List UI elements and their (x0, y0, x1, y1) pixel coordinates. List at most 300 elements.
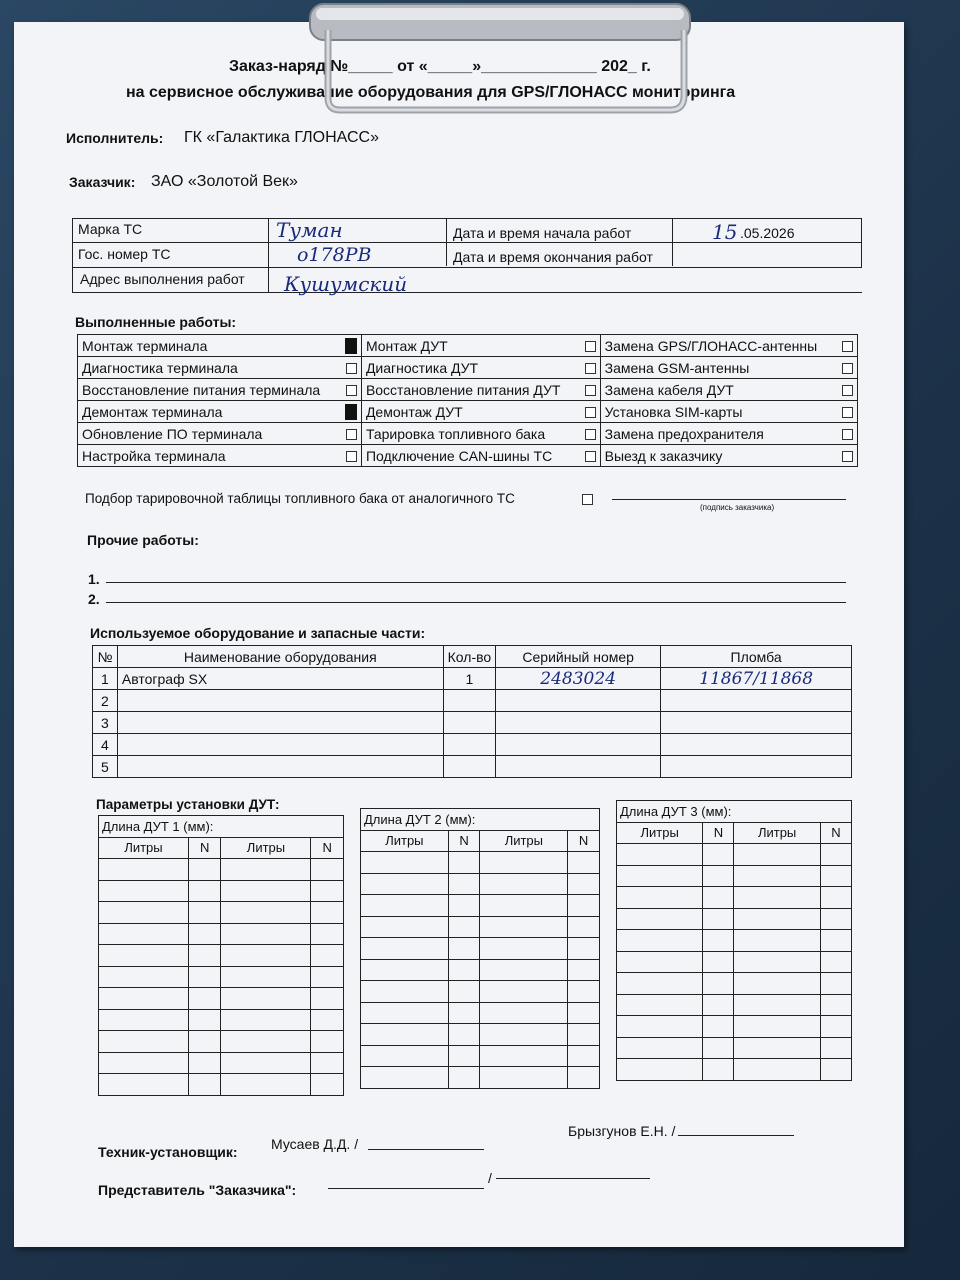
dut-cell[interactable] (448, 895, 480, 917)
dut-cell[interactable] (820, 844, 851, 866)
dut-cell[interactable] (361, 1002, 449, 1024)
dut-cell[interactable] (361, 981, 449, 1003)
dut-cell[interactable] (188, 945, 221, 967)
dut-cell[interactable] (480, 1024, 568, 1046)
dut-header-cell: N (703, 822, 734, 844)
dut-cell[interactable] (820, 951, 851, 973)
dut-cell[interactable] (568, 938, 600, 960)
dut-cell[interactable] (820, 908, 851, 930)
dut-header-cell: N (448, 830, 480, 852)
equipment-cell-n: 5 (93, 756, 118, 778)
dut-cell[interactable] (311, 1074, 344, 1096)
dut-cell[interactable] (221, 988, 311, 1010)
work-item-label: Подключение CAN-шины ТС (361, 445, 571, 467)
dut-cell[interactable] (221, 1052, 311, 1074)
work-item-checkbox-checked[interactable] (345, 338, 357, 354)
dut-cell[interactable] (361, 852, 449, 874)
dut-cell[interactable] (480, 1067, 568, 1089)
dut-2-table (360, 808, 600, 1089)
work-item-checkbox[interactable] (842, 341, 853, 352)
work-item-label: Диагностика терминала (78, 357, 333, 379)
dut-cell[interactable] (617, 865, 703, 887)
dut-cell[interactable] (99, 1009, 189, 1031)
dut-cell[interactable] (311, 966, 344, 988)
vehicle-address-label: Адрес выполнения работ (80, 271, 245, 287)
dut-cell[interactable] (99, 945, 189, 967)
dut-cell[interactable] (568, 1002, 600, 1024)
works-title: Выполненные работы: (75, 314, 237, 330)
other-work-1-label: 1. (88, 571, 100, 587)
work-item-checkbox-cell (572, 423, 601, 445)
dut-cell[interactable] (568, 1024, 600, 1046)
dut-row (361, 895, 600, 917)
dut-cell[interactable] (448, 959, 480, 981)
dut-cell[interactable] (361, 916, 449, 938)
dut-cell[interactable] (734, 994, 820, 1016)
equipment-cell-serial (496, 712, 661, 734)
equipment-cell-qty: 1 (443, 668, 496, 690)
dut-cell[interactable] (448, 1002, 480, 1024)
equipment-cell-n: 3 (93, 712, 118, 734)
work-item-checkbox[interactable] (842, 429, 853, 440)
dut-cell[interactable] (568, 852, 600, 874)
dut-cell[interactable] (448, 873, 480, 895)
dut-cell[interactable] (617, 1016, 703, 1038)
dut-row (361, 938, 600, 960)
dut-cell[interactable] (480, 916, 568, 938)
dut-row (617, 973, 852, 995)
dut-cell[interactable] (361, 1067, 449, 1089)
dut-cell[interactable] (734, 1016, 820, 1038)
work-item-checkbox-cell (572, 335, 601, 357)
dut-row (361, 873, 600, 895)
dut-cell[interactable] (361, 1024, 449, 1046)
equipment-row (93, 690, 852, 712)
equipment-header-cell: Пломба (661, 646, 852, 668)
dut-cell[interactable] (99, 1052, 189, 1074)
dut-cell[interactable] (311, 945, 344, 967)
equipment-header-cell: № (93, 646, 118, 668)
dut-1-table (98, 815, 344, 1096)
dut-row (99, 1031, 344, 1053)
technician-label: Техник-установщик: (98, 1144, 238, 1160)
dut-header-cell: Литры (99, 837, 189, 859)
dut-cell[interactable] (617, 994, 703, 1016)
tank-calibration-label: Подбор тарировочной таблицы топливного бака от аналогичного ТС (85, 491, 515, 506)
dut-cell[interactable] (617, 844, 703, 866)
dut-cell[interactable] (703, 994, 734, 1016)
dut-cell[interactable] (448, 938, 480, 960)
dut-cell[interactable] (448, 1045, 480, 1067)
dut-length-caption: Длина ДУТ 3 (мм): (617, 801, 852, 823)
equipment-cell-serial (496, 734, 661, 756)
dut-header-cell: Литры (480, 830, 568, 852)
work-item-checkbox-cell (572, 357, 601, 379)
dut-cell[interactable] (188, 1031, 221, 1053)
dut-header-row (99, 837, 344, 859)
dut-header-row (617, 822, 852, 844)
equipment-cell-n: 4 (93, 734, 118, 756)
dut-cell[interactable] (311, 923, 344, 945)
customer-rep-label: Представитель "Заказчика": (98, 1182, 297, 1198)
dut-cell[interactable] (820, 887, 851, 909)
dut-cell[interactable] (617, 1059, 703, 1081)
work-item-checkbox[interactable] (585, 451, 596, 462)
dut-cell[interactable] (480, 1045, 568, 1067)
dut-row (617, 951, 852, 973)
work-order-sheet (14, 22, 904, 1247)
equipment-cell-name (117, 712, 443, 734)
dut-3-table (616, 800, 852, 1081)
work-item-checkbox[interactable] (842, 451, 853, 462)
dut-cell[interactable] (311, 902, 344, 924)
customer-rep-separator: / (488, 1170, 492, 1186)
dut-cell[interactable] (480, 959, 568, 981)
work-item-checkbox-cell (572, 445, 601, 467)
work-start-day: 15 (712, 220, 738, 244)
dut-row (617, 994, 852, 1016)
work-item-label: Установка SIM-карты (600, 401, 829, 423)
dut-header-cell: Литры (617, 822, 703, 844)
dut-cell[interactable] (99, 1074, 189, 1096)
executor-label: Исполнитель: (66, 130, 164, 146)
equipment-cell-qty (443, 756, 496, 778)
dut-cell[interactable] (221, 880, 311, 902)
dut-caption-row (617, 801, 852, 823)
dut-length-caption: Длина ДУТ 2 (мм): (361, 809, 600, 831)
dut-row (617, 887, 852, 909)
works-row (78, 445, 858, 467)
dut-cell[interactable] (188, 988, 221, 1010)
dut-cell[interactable] (99, 966, 189, 988)
works-row (78, 401, 858, 423)
vehicle-brand-label: Марка ТС (78, 221, 143, 237)
dut-header-cell: N (568, 830, 600, 852)
work-item-label: Обновление ПО терминала (78, 423, 333, 445)
works-row (78, 423, 858, 445)
dut-row (617, 930, 852, 952)
dut-cell[interactable] (311, 1052, 344, 1074)
customer-rep-signature-line[interactable] (496, 1178, 650, 1179)
dut-cell[interactable] (221, 1009, 311, 1031)
dut-row (617, 1059, 852, 1081)
dut-cell[interactable] (734, 865, 820, 887)
dut-cell[interactable] (734, 951, 820, 973)
dut-cell[interactable] (820, 1059, 851, 1081)
dut-cell[interactable] (703, 930, 734, 952)
dut-cell[interactable] (99, 859, 189, 881)
equipment-cell-seal (661, 690, 852, 712)
dut-cell[interactable] (703, 973, 734, 995)
work-item-label: Демонтаж ДУТ (361, 401, 571, 423)
dut-cell[interactable] (820, 973, 851, 995)
dut-row (617, 1037, 852, 1059)
dut-row (361, 916, 600, 938)
other-work-1-line[interactable] (106, 582, 846, 583)
equipment-table (92, 645, 852, 778)
dut-cell[interactable] (734, 930, 820, 952)
work-item-label: Замена GSM-антенны (600, 357, 829, 379)
dut-cell[interactable] (568, 873, 600, 895)
work-item-label: Замена кабеля ДУТ (600, 379, 829, 401)
other-work-2-line[interactable] (106, 602, 846, 603)
customer-rep-name-line[interactable] (328, 1188, 484, 1189)
dut-cell[interactable] (99, 923, 189, 945)
other-work-2-label: 2. (88, 591, 100, 607)
work-start-value: .05.2026 (740, 225, 795, 241)
dut-length-caption: Длина ДУТ 1 (мм): (99, 816, 344, 838)
dut-cell[interactable] (99, 902, 189, 924)
work-item-checkbox-cell (333, 401, 362, 423)
dut-cell[interactable] (361, 1045, 449, 1067)
dut-cell[interactable] (99, 1031, 189, 1053)
customer-value: ЗАО «Золотой Век» (151, 173, 298, 190)
dut-row (99, 859, 344, 881)
work-item-label: Восстановление питания ДУТ (361, 379, 571, 401)
dut-cell[interactable] (480, 981, 568, 1003)
dut-cell[interactable] (221, 1031, 311, 1053)
work-item-label: Восстановление питания терминала (78, 379, 333, 401)
work-item-label: Выезд к заказчику (600, 445, 829, 467)
dut-cell[interactable] (448, 852, 480, 874)
dut-cell[interactable] (188, 880, 221, 902)
dut-cell[interactable] (820, 1016, 851, 1038)
dut-header-cell: N (311, 837, 344, 859)
dut-cell[interactable] (311, 880, 344, 902)
dut-cell[interactable] (311, 1009, 344, 1031)
work-item-label: Монтаж терминала (78, 335, 333, 357)
signature-caption: (подпись заказчика) (700, 503, 775, 512)
dut-header-cell: N (820, 822, 851, 844)
dut-cell[interactable] (361, 959, 449, 981)
equipment-header-cell: Кол-во (443, 646, 496, 668)
work-item-checkbox[interactable] (842, 385, 853, 396)
dut-caption-row (99, 816, 344, 838)
dut-cell[interactable] (480, 1002, 568, 1024)
work-item-checkbox[interactable] (842, 363, 853, 374)
works-row (78, 335, 858, 357)
dut-cell[interactable] (568, 895, 600, 917)
equipment-header-cell: Наименование оборудования (117, 646, 443, 668)
dut-row (617, 1016, 852, 1038)
dut-cell[interactable] (617, 973, 703, 995)
dut-row (99, 1052, 344, 1074)
dut-cell[interactable] (703, 1037, 734, 1059)
dut-row (99, 1009, 344, 1031)
equipment-cell-seal (661, 712, 852, 734)
work-item-checkbox[interactable] (346, 385, 357, 396)
equipment-cell-n: 2 (93, 690, 118, 712)
equipment-cell-qty (443, 690, 496, 712)
works-row (78, 379, 858, 401)
dut-cell[interactable] (734, 973, 820, 995)
dut-cell[interactable] (568, 981, 600, 1003)
dut-cell[interactable] (617, 908, 703, 930)
dut-row (361, 981, 600, 1003)
vehicle-brand-value: Туман (276, 218, 343, 242)
dut-cell[interactable] (568, 916, 600, 938)
dut-cell[interactable] (221, 902, 311, 924)
dut-cell[interactable] (311, 1031, 344, 1053)
dut-cell[interactable] (480, 873, 568, 895)
work-item-checkbox-cell (572, 401, 601, 423)
work-item-checkbox[interactable] (585, 407, 596, 418)
dut-header-cell: Литры (361, 830, 449, 852)
dut-row (361, 1067, 600, 1089)
dut-cell[interactable] (617, 887, 703, 909)
dut-cell[interactable] (734, 1059, 820, 1081)
dut-cell[interactable] (221, 923, 311, 945)
dut-cell[interactable] (820, 1037, 851, 1059)
equipment-cell-name (117, 734, 443, 756)
dut-cell[interactable] (617, 1037, 703, 1059)
work-item-checkbox[interactable] (585, 341, 596, 352)
works-table (77, 334, 858, 467)
dut-cell[interactable] (188, 1074, 221, 1096)
dut-row (361, 852, 600, 874)
dut-cell[interactable] (99, 880, 189, 902)
work-item-label: Демонтаж терминала (78, 401, 333, 423)
dut-cell[interactable] (221, 859, 311, 881)
dut-row (99, 902, 344, 924)
work-item-checkbox-cell (333, 335, 362, 357)
works-row (78, 357, 858, 379)
dut-cell[interactable] (703, 865, 734, 887)
work-item-checkbox-cell (333, 423, 362, 445)
other-works-title: Прочие работы: (87, 532, 199, 548)
dut-cell[interactable] (188, 966, 221, 988)
dut-header-cell: N (188, 837, 221, 859)
customer-signature-line[interactable] (612, 499, 846, 500)
work-item-checkbox-cell (333, 379, 362, 401)
dut-cell[interactable] (448, 1067, 480, 1089)
dut-cell[interactable] (311, 988, 344, 1010)
customer-label: Заказчик: (69, 174, 136, 190)
dut-cell[interactable] (361, 938, 449, 960)
vehicle-plate-value: о178РВ (297, 244, 372, 266)
dut-cell[interactable] (480, 938, 568, 960)
equipment-row (93, 734, 852, 756)
dut-cell[interactable] (617, 930, 703, 952)
dut-cell[interactable] (568, 1045, 600, 1067)
work-item-checkbox[interactable] (585, 429, 596, 440)
dut-row (99, 945, 344, 967)
technician-name-2: Брызгунов Е.Н. / (568, 1123, 676, 1139)
equipment-row (93, 756, 852, 778)
dut-cell[interactable] (361, 873, 449, 895)
equipment-cell-serial (496, 690, 661, 712)
dut-cell[interactable] (617, 951, 703, 973)
dut-cell[interactable] (703, 887, 734, 909)
equipment-cell-name (117, 690, 443, 712)
dut-cell[interactable] (188, 859, 221, 881)
dut-cell[interactable] (188, 923, 221, 945)
dut-cell[interactable] (188, 902, 221, 924)
work-item-label: Монтаж ДУТ (361, 335, 571, 357)
vehicle-plate-label: Гос. номер ТС (78, 246, 171, 262)
dut-cell[interactable] (361, 895, 449, 917)
technician-2-signature-line[interactable] (678, 1135, 794, 1136)
work-item-checkbox-checked[interactable] (345, 404, 357, 420)
equipment-row (93, 668, 852, 690)
dut-cell[interactable] (820, 865, 851, 887)
dut-cell[interactable] (448, 981, 480, 1003)
work-item-checkbox[interactable] (585, 363, 596, 374)
dut-cell[interactable] (448, 1024, 480, 1046)
technician-name: Мусаев Д.Д. / (271, 1136, 359, 1152)
dut-cell[interactable] (703, 908, 734, 930)
equipment-cell-seal (661, 756, 852, 778)
dut-cell[interactable] (703, 951, 734, 973)
dut-row (99, 880, 344, 902)
dut-cell[interactable] (311, 859, 344, 881)
dut-header-cell: Литры (734, 822, 820, 844)
dut-row (99, 966, 344, 988)
equipment-header-row (93, 646, 852, 668)
equipment-cell-qty (443, 734, 496, 756)
dut-row (361, 1045, 600, 1067)
dut-cell[interactable] (568, 959, 600, 981)
work-item-checkbox-cell (829, 335, 858, 357)
dut-cell[interactable] (480, 895, 568, 917)
dut-cell[interactable] (221, 966, 311, 988)
dut-cell[interactable] (221, 1074, 311, 1096)
equipment-cell-serial: 2483024 (496, 668, 661, 690)
tank-calibration-checkbox[interactable] (582, 494, 593, 505)
dut-header-cell: Литры (221, 837, 311, 859)
dut-cell[interactable] (568, 1067, 600, 1089)
dut-cell[interactable] (480, 852, 568, 874)
dut-row (617, 844, 852, 866)
equipment-cell-name (117, 756, 443, 778)
dut-cell[interactable] (188, 1009, 221, 1031)
dut-cell[interactable] (703, 1059, 734, 1081)
work-item-checkbox[interactable] (585, 385, 596, 396)
equipment-cell-seal: 11867/11868 (661, 668, 852, 690)
dut-header-row (361, 830, 600, 852)
equipment-cell-serial (496, 756, 661, 778)
dut-cell[interactable] (734, 1037, 820, 1059)
dut-cell[interactable] (188, 1052, 221, 1074)
dut-cell[interactable] (734, 908, 820, 930)
dut-cell[interactable] (703, 1016, 734, 1038)
work-item-checkbox[interactable] (842, 407, 853, 418)
dut-row (361, 959, 600, 981)
dut-caption-row (361, 809, 600, 831)
work-item-checkbox[interactable] (346, 451, 357, 462)
dut-row (99, 923, 344, 945)
dut-cell[interactable] (820, 930, 851, 952)
dut-cell[interactable] (99, 988, 189, 1010)
work-item-label: Замена предохранителя (600, 423, 829, 445)
equipment-cell-qty (443, 712, 496, 734)
work-item-label: Диагностика ДУТ (361, 357, 571, 379)
dut-cell[interactable] (734, 844, 820, 866)
dut-cell[interactable] (734, 887, 820, 909)
dut-cell[interactable] (448, 916, 480, 938)
work-item-label: Замена GPS/ГЛОНАСС-антенны (600, 335, 829, 357)
work-item-checkbox-cell (829, 445, 858, 467)
technician-signature-line[interactable] (368, 1149, 484, 1150)
work-item-checkbox[interactable] (346, 363, 357, 374)
dut-cell[interactable] (820, 994, 851, 1016)
work-item-checkbox-cell (572, 379, 601, 401)
work-item-checkbox[interactable] (346, 429, 357, 440)
page-subtitle: на сервисное обслуживание оборудования для GPS/ГЛОНАСС мониторинга (126, 84, 736, 101)
dut-row (361, 1024, 600, 1046)
dut-cell[interactable] (703, 844, 734, 866)
dut-cell[interactable] (221, 945, 311, 967)
